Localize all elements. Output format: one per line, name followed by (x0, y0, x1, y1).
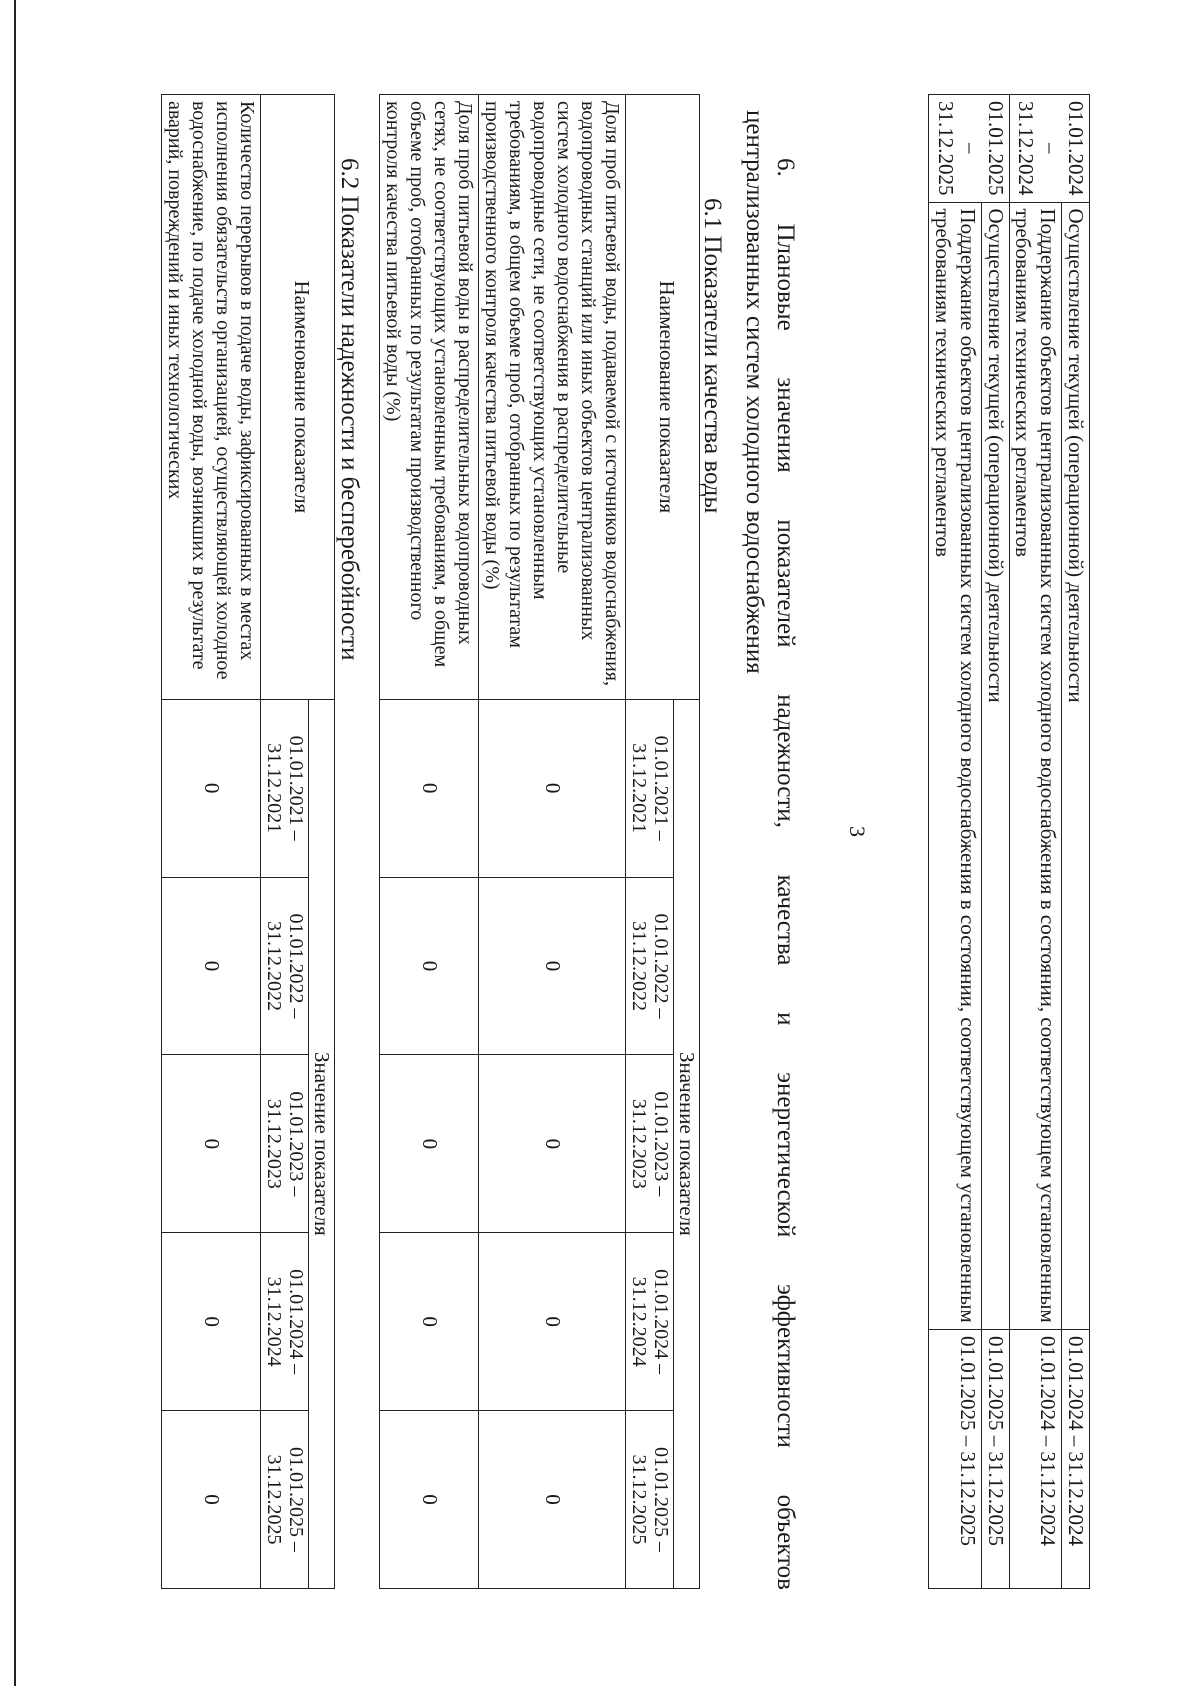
table-row (1062, 95, 1090, 1589)
section-heading-line2: централизованных систем холодного водоснабжения (741, 110, 769, 674)
indicator-value: 0 (380, 699, 479, 877)
activity-cell: Поддержание объектов централизованных систем холодного водоснабжения в состоянии, соответствующем установленным требованиям технических регламентов (929, 202, 982, 1330)
section-heading (739, 110, 800, 1590)
indicator-value: 0 (380, 1233, 479, 1411)
indicator-value: 0 (479, 1055, 626, 1233)
period-header: 01.01.2022 – 31.12.2022 (626, 877, 674, 1055)
period-header: 01.01.2023 – 31.12.2023 (626, 1055, 674, 1233)
dates-cell: 01.01.2024 – 31.12.2024 (1009, 1330, 1062, 1589)
indicator-value: 0 (380, 1411, 479, 1589)
indicator-name-header: Наименование показателя (261, 95, 335, 700)
indicator-value: 0 (380, 877, 479, 1055)
table-header-row (309, 95, 335, 1589)
table-row (162, 95, 261, 1589)
indicator-name-header: Наименование показателя (626, 95, 700, 700)
page-number: 3 (845, 826, 870, 837)
table-row (981, 95, 1009, 1589)
indicator-value: 0 (479, 1233, 626, 1411)
period-header: 01.01.2022 – 31.12.2022 (261, 877, 309, 1055)
indicator-value-header: Значение показателя (674, 699, 700, 1588)
indicator-value: 0 (162, 1055, 261, 1233)
period-header: 01.01.2025 – 31.12.2025 (626, 1411, 674, 1589)
indicator-name: Доля проб питьевой воды, подаваемой с источников водоснабжения, водопроводных станций или иных объектов централизованных систем холодного водоснабжения в распределительные водопроводные сети, не соответствующих установленным требованиям, в общем объеме проб, отобранных по результатам производственного контроля качества питьевой воды (%) (479, 95, 626, 700)
activity-cell: Осуществление текущей (операционной) деятельности (1062, 202, 1090, 1330)
dates-cell: 01.01.2025 – 31.12.2025 (929, 1330, 982, 1589)
period-header: 01.01.2024 – 31.12.2024 (261, 1233, 309, 1411)
period-header: 01.01.2024 – 31.12.2024 (626, 1233, 674, 1411)
indicator-value: 0 (479, 699, 626, 877)
table-row (929, 95, 982, 1589)
period-header: 01.01.2021 – 31.12.2021 (626, 699, 674, 877)
indicator-value: 0 (479, 877, 626, 1055)
quality-subtitle: 6.1 Показатели качества воды (699, 198, 726, 514)
indicator-value: 0 (162, 877, 261, 1055)
period-cell: 01.01.2024 – 31.12.2024 (1009, 95, 1089, 203)
activity-cell: Осуществление текущей (операционной) деятельности (981, 202, 1009, 1330)
table-header-row (674, 95, 700, 1589)
table-row (1009, 95, 1062, 1589)
indicator-value: 0 (162, 1233, 261, 1411)
indicator-value: 0 (380, 1055, 479, 1233)
dates-cell: 01.01.2025 – 31.12.2025 (981, 1330, 1009, 1589)
period-header: 01.01.2023 – 31.12.2023 (261, 1055, 309, 1233)
reliability-table (161, 94, 335, 1589)
indicator-name: Доля проб питьевой воды в распределительных водопроводных сетях, не соответствующих установленным требованиям, в общем объеме проб, отобранных по результатам производственного контроля качества питьевой воды (%) (380, 95, 479, 700)
indicator-value-header: Значение показателя (309, 699, 335, 1588)
period-cell: 01.01.2025 – 31.12.2025 (929, 95, 1009, 203)
indicator-value: 0 (479, 1411, 626, 1589)
activity-cell: Поддержание объектов централизованных систем холодного водоснабжения в состоянии, соответствующем установленным требованиям технических регламентов (1009, 202, 1062, 1330)
table-row (479, 95, 626, 1589)
reliability-subtitle: 6.2 Показатели надежности и бесперебойности (336, 158, 363, 661)
indicator-value: 0 (162, 1411, 261, 1589)
water-quality-table (379, 94, 700, 1589)
section-heading-line1: 6. Плановые значения показателей надежности, качества и энергетической эффективности объектов (772, 158, 799, 1590)
dates-cell: 01.01.2024 – 31.12.2024 (1062, 1330, 1090, 1589)
indicator-value: 0 (162, 699, 261, 877)
table-row (380, 95, 479, 1589)
period-header: 01.01.2025 – 31.12.2025 (261, 1411, 309, 1589)
activity-schedule-table (928, 94, 1090, 1589)
indicator-name: Количество перерывов в подаче воды, зафиксированных в местах исполнения обязательств организацией, осуществляющей холодное водоснабжение, по подаче холодной воды, возникших в результате аварий, повреждений и иных технологических (162, 95, 261, 700)
period-header: 01.01.2021 – 31.12.2021 (261, 699, 309, 877)
